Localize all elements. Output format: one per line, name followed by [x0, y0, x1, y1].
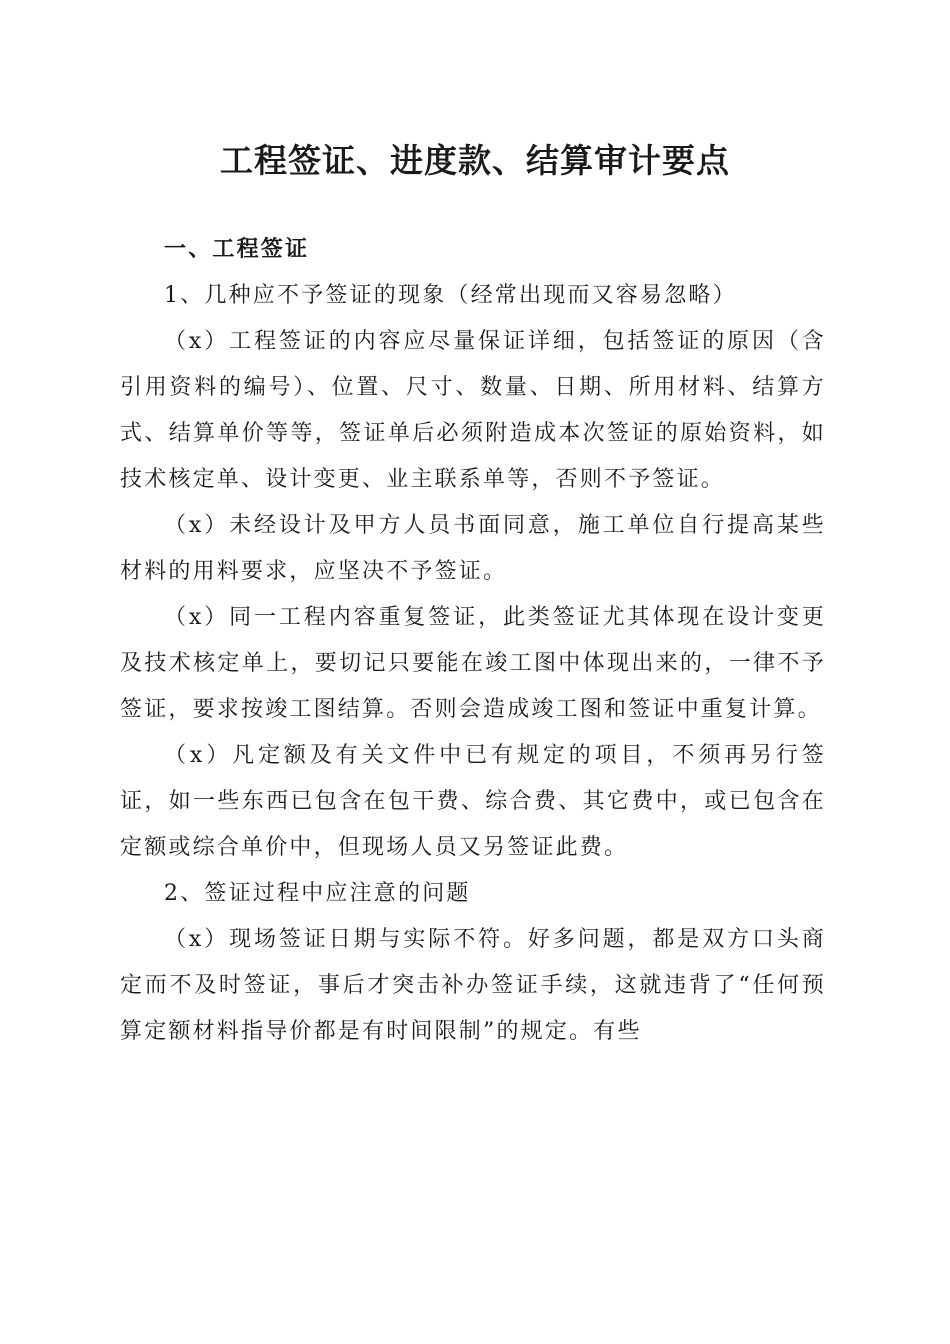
document-body — [120, 227, 826, 1055]
paragraph: （x）同一工程内容重复签证，此类签证尤其体现在设计变更及技术核定单上，要切记只要能在竣工图中体现出来的，一律不予签证，要求按竣工图结算。否则会造成竣工图和签证中重复计算。 — [120, 605, 826, 722]
subsection-heading: 1、几种应不予签证的现象（经常出现而又容易忽略） — [164, 283, 737, 308]
paragraph: （x）现场签证日期与实际不符。好多问题，都是双方口头商定而不及时签证，事后才突击补办签证手续，这就违背了“任何预算定额材料指导价都是有时间限制”的规定。有些 — [120, 927, 826, 1044]
section-heading: 一、工程签证 — [164, 237, 310, 262]
paragraph: （x）未经设计及甲方人员书面同意，施工单位自行提高某些材料的用料要求，应坚决不予签证。 — [120, 513, 826, 584]
paragraph: （x）工程签证的内容应尽量保证详细，包括签证的原因（含引用资料的编号）、位置、尺寸、数量、日期、所用材料、结算方式、结算单价等等，签证单后必须附造成本次签证的原始资料，如技术核定单、设计变更、业主联系单等，否则不予签证。 — [120, 329, 826, 492]
subsection-heading: 2、签证过程中应注意的问题 — [164, 881, 471, 906]
document-title: 工程签证、进度款、结算审计要点 — [220, 141, 730, 180]
paragraph: （x）凡定额及有关文件中已有规定的项目，不须再另行签证，如一些东西已包含在包干费、综合费、其它费中，或已包含在定额或综合单价中，但现场人员又另签证此费。 — [120, 743, 826, 860]
